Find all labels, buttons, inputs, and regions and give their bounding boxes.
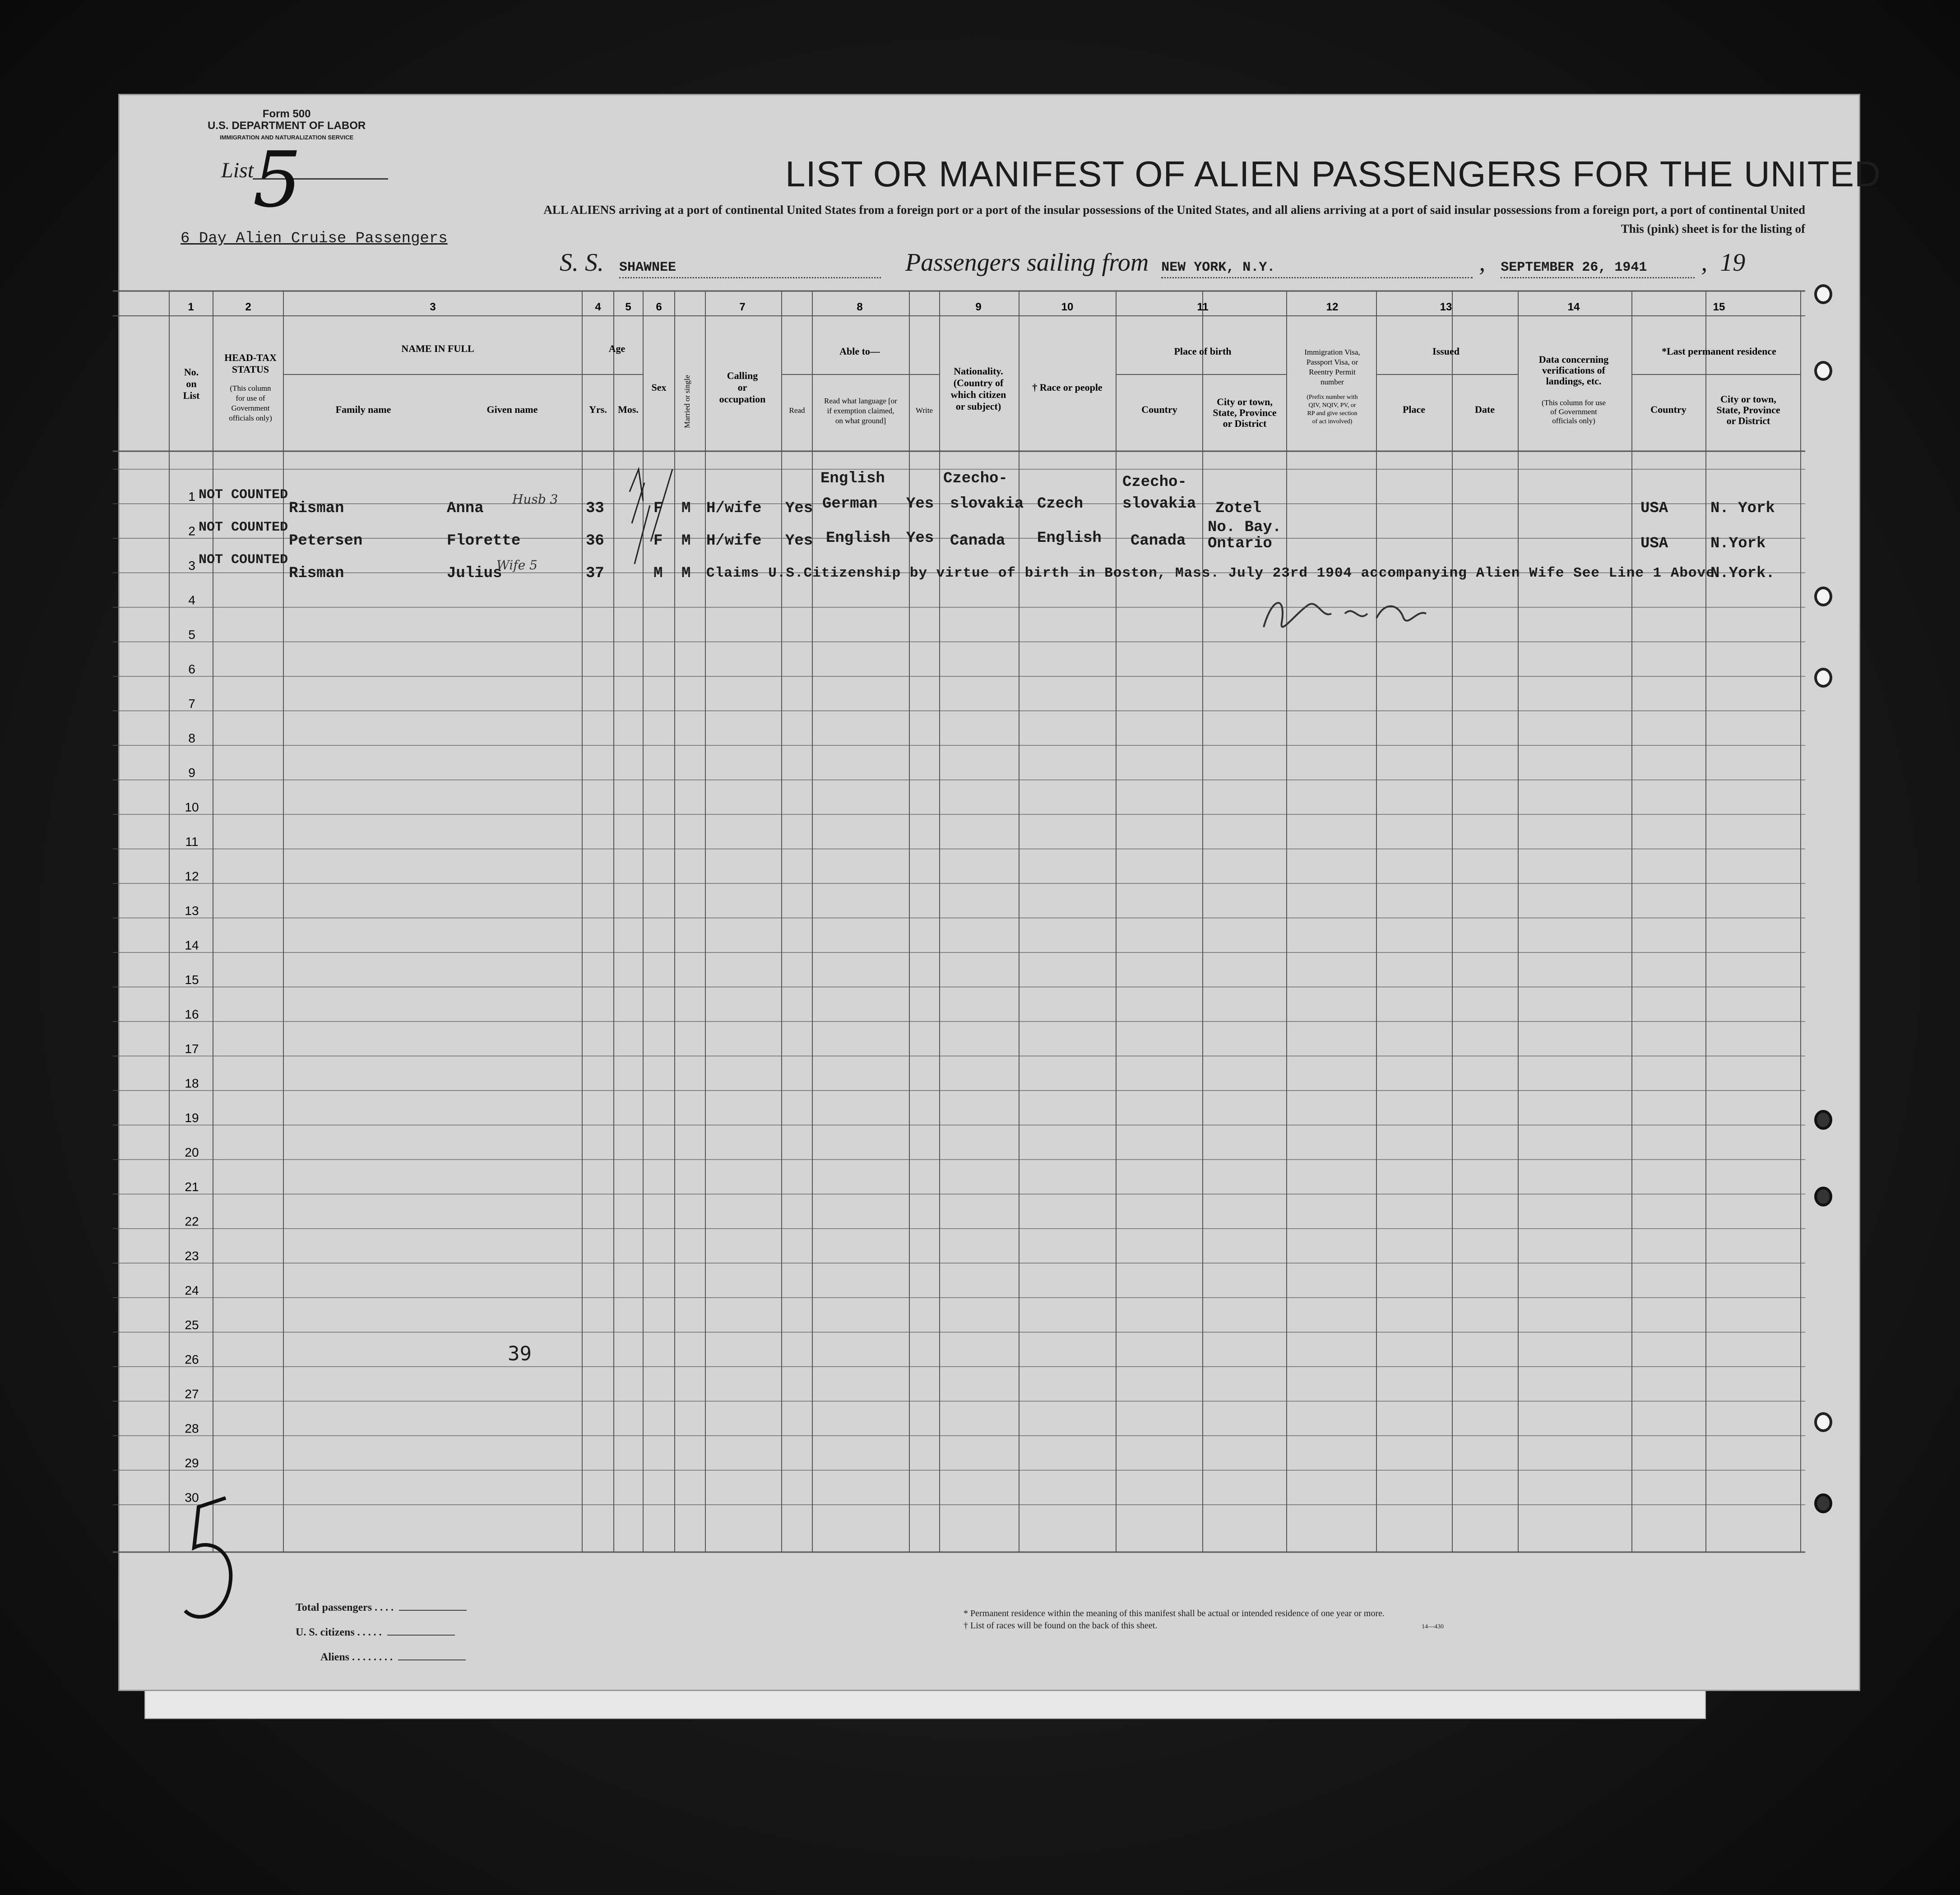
row3-res-city: N.York. <box>1710 565 1775 582</box>
check-mark <box>632 483 644 523</box>
row2-race: English <box>1037 530 1102 547</box>
hdr-res-city-3: or District <box>1726 415 1770 426</box>
row1-birth-city: Zotel <box>1215 500 1262 517</box>
form-number: Form 500 <box>262 108 311 120</box>
hdr-able-to: Able to— <box>839 346 880 357</box>
row2-given: Florette <box>447 532 521 550</box>
hdr-visa-2: Passport Visa, or <box>1306 358 1358 366</box>
ss-label: S. S. <box>560 249 604 277</box>
row3-family: Risman <box>289 565 344 582</box>
hdr-given-name: Given name <box>487 404 538 415</box>
row2-lang-1: English <box>826 530 890 547</box>
hdr-visa-1: Immigration Visa, <box>1304 348 1360 356</box>
row-number: 6 <box>188 662 195 676</box>
summary-aliens: Aliens . . . . . . . . <box>320 1651 466 1664</box>
list-number: 5 <box>253 135 302 225</box>
row-number: 21 <box>185 1180 199 1194</box>
summary-citizens-label: U. S. citizens <box>296 1627 355 1638</box>
department: U.S. DEPARTMENT OF LABOR <box>208 120 366 132</box>
column-number: 4 <box>595 301 601 313</box>
row1-occupation: H/wife <box>706 500 762 517</box>
row1-res-country: USA <box>1640 500 1668 517</box>
hdr-res-city-2: State, Province <box>1716 404 1780 416</box>
row-number: 18 <box>185 1076 199 1091</box>
hdr-res-country: Country <box>1650 404 1687 415</box>
column-number: 8 <box>857 301 863 313</box>
hdr-mos: Mos. <box>618 404 639 415</box>
hdr-calling-3: occupation <box>719 393 766 405</box>
hdr-sex: Sex <box>651 382 667 393</box>
hdr-name-in-full: NAME IN FULL <box>401 343 474 354</box>
hdr-verif-note-2: of Government <box>1550 407 1597 416</box>
row1-res-city: N. York <box>1710 500 1775 517</box>
hdr-visa-4: number <box>1321 378 1344 386</box>
row1-yrs: 33 <box>586 500 604 517</box>
sailing-label: Passengers sailing from <box>905 249 1149 277</box>
hdr-birth-country: Country <box>1141 404 1177 415</box>
check-mark <box>635 505 650 564</box>
row1-married: M <box>681 500 691 517</box>
row2-birth-city-2: Ontario <box>1208 535 1272 552</box>
row-number: 20 <box>185 1145 199 1160</box>
row1-lang-1: English <box>820 470 885 487</box>
hdr-issued-date: Date <box>1475 404 1495 415</box>
row-number: 16 <box>185 1007 199 1021</box>
hdr-nationality-1: Nationality. <box>954 365 1003 377</box>
row3-sex: M <box>653 565 663 582</box>
hdr-read: Read <box>789 406 805 415</box>
row3-status: NOT COUNTED <box>199 552 288 568</box>
row-number: 26 <box>185 1352 199 1367</box>
row-number: 14 <box>185 938 199 952</box>
row-number: 28 <box>185 1421 199 1436</box>
column-headers <box>183 343 1780 429</box>
check-marks <box>630 469 672 564</box>
row-number: 30 <box>185 1490 199 1505</box>
hdr-head-tax-note-3: Government <box>231 404 270 412</box>
hdr-head-tax-note-4: officials only) <box>229 414 272 422</box>
sailing-date: SEPTEMBER 26, 1941 <box>1501 260 1647 275</box>
hdr-calling-2: or <box>737 382 747 393</box>
hdr-nationality-2: (Country of <box>953 377 1004 388</box>
row-number: 10 <box>185 800 199 814</box>
stamp-number: 39 <box>508 1342 532 1365</box>
manifest-title: LIST OR MANIFEST OF ALIEN PASSENGERS FOR THE UNITED <box>785 154 1881 194</box>
row-number: 11 <box>185 835 199 849</box>
column-number: 9 <box>975 301 982 313</box>
row2-sex: F <box>653 532 663 550</box>
summary-total: Total passengers . . . . <box>296 1602 467 1614</box>
hdr-visa-3: Reentry Permit <box>1309 368 1356 376</box>
footnote-races: † List of races will be found on the back of this sheet. <box>964 1621 1158 1631</box>
summary-citizens: U. S. citizens . . . . . <box>296 1627 455 1639</box>
row1-birth-country-2: slovakia <box>1122 495 1196 513</box>
row2-yrs: 36 <box>586 532 604 550</box>
hdr-place-of-birth: Place of birth <box>1174 346 1232 357</box>
row-number: 24 <box>185 1283 199 1298</box>
hdr-residence: *Last permanent residence <box>1662 346 1776 357</box>
port: NEW YORK, N.Y. <box>1161 260 1275 275</box>
summary-aliens-label: Aliens <box>320 1651 350 1663</box>
row1-family: Risman <box>289 500 344 517</box>
hdr-verif-2: verifications of <box>1542 365 1605 376</box>
hdr-visa-note-4: of act involved) <box>1312 418 1353 425</box>
hdr-head-tax-note-2: for use of <box>236 394 265 402</box>
hdr-res-city-1: City or town, <box>1720 393 1776 405</box>
hdr-birth-city-1: City or town, <box>1217 396 1273 407</box>
row-number: 12 <box>185 869 199 883</box>
hdr-nationality-4: or subject) <box>955 401 1001 412</box>
hdr-head-tax-2: STATUS <box>232 364 269 375</box>
column-number: 12 <box>1326 301 1339 313</box>
hdr-no-on-list-2: on <box>186 378 197 389</box>
hdr-verif-1: Data concerning <box>1538 354 1609 365</box>
footnote-residence: * Permanent residence within the meaning of this manifest shall be actual or intended residence of one year or more. <box>964 1608 1385 1618</box>
row1-nationality-2: slovakia <box>950 495 1024 513</box>
hdr-race: † Race or people <box>1032 382 1103 393</box>
cruise-note: 6 Day Alien Cruise Passengers <box>181 230 448 247</box>
row-number: 19 <box>185 1111 199 1125</box>
hdr-verif-note-3: officials only) <box>1552 416 1595 425</box>
row1-read: Yes <box>785 500 813 517</box>
row-number: 9 <box>188 766 195 780</box>
hdr-issued-place: Place <box>1402 404 1426 415</box>
row2-birth-city-1: No. Bay. <box>1208 519 1282 536</box>
subtitle-line-1: ALL ALIENS arriving at a port of continental United States from a foreign port or a port of the insular possessions of the United States, and all aliens arriving at a port of said insular possessions from a foreign port, a port of continental United <box>543 203 1805 217</box>
hdr-head-tax-1: HEAD-TAX <box>224 352 277 363</box>
ship-name: SHAWNEE <box>619 260 677 275</box>
row2-res-city: N.York <box>1710 535 1766 552</box>
row-number: 3 <box>188 559 195 573</box>
row-number: 1 <box>188 490 195 504</box>
row3-remark: Claims U.S.Citizenship by virtue of birth in Boston, Mass. July 23rd 1904 accompanying Alien Wife See Line 1 Above <box>706 565 1715 581</box>
hdr-age: Age <box>608 343 626 354</box>
row-number: 7 <box>188 697 195 711</box>
row-number: 25 <box>185 1318 199 1332</box>
hdr-no-on-list-1: No. <box>184 366 199 378</box>
row3-yrs: 37 <box>586 565 604 582</box>
footnote-form-code: 14—430 <box>1422 1623 1444 1630</box>
column-number: 7 <box>739 301 746 313</box>
hdr-nationality-3: which citizen <box>950 389 1006 400</box>
row3-annotation: Wife 5 <box>496 558 537 573</box>
row2-married: M <box>681 532 691 550</box>
row-number: 27 <box>185 1387 199 1401</box>
hdr-read-lang-1: Read what language [or <box>824 397 897 405</box>
summary-total-label: Total passengers <box>296 1602 372 1613</box>
check-mark <box>630 469 643 501</box>
column-number: 3 <box>430 301 436 313</box>
year-label: 19 <box>1720 249 1746 277</box>
hdr-issued: Issued <box>1432 346 1460 357</box>
row-number: 22 <box>185 1214 199 1229</box>
hdr-verif-3: landings, etc. <box>1546 375 1602 387</box>
row-number: 2 <box>188 524 195 538</box>
hdr-birth-city-3: or District <box>1223 418 1267 429</box>
column-number: 10 <box>1061 301 1074 313</box>
hdr-no-on-list-3: List <box>183 390 200 401</box>
voyage-line: S. S. SHAWNEE Passengers sailing from NEW YORK, N.Y. , SEPTEMBER 26, 1941 , 19 <box>560 248 1745 278</box>
column-number: 2 <box>245 301 251 313</box>
margin-handwritten-mark <box>171 1489 244 1633</box>
subtitle-line-2: This (pink) sheet is for the listing of <box>1621 222 1805 236</box>
row-number: 17 <box>185 1042 199 1056</box>
row-number: 5 <box>188 628 195 642</box>
row2-read: Yes <box>785 532 813 550</box>
row-number: 8 <box>188 731 195 745</box>
hdr-birth-city-2: State, Province <box>1213 407 1277 418</box>
hdr-read-lang-3: on what ground] <box>835 416 886 425</box>
column-number: 1 <box>188 301 194 313</box>
hdr-head-tax-note-1: (This column <box>230 384 271 393</box>
row-number: 23 <box>185 1249 199 1263</box>
row-number: 15 <box>185 973 199 987</box>
handwritten-signature <box>1255 587 1444 650</box>
hdr-read-lang-2: if exemption claimed, <box>827 407 894 415</box>
row2-write: Yes <box>906 530 934 547</box>
hdr-married: Married or single <box>683 374 691 429</box>
row1-lang-2: German <box>822 495 878 513</box>
row-number: 4 <box>188 593 195 607</box>
row2-occupation: H/wife <box>706 532 762 550</box>
column-number: 13 <box>1440 301 1452 313</box>
row2-birth-country: Canada <box>1131 532 1186 550</box>
row1-status: NOT COUNTED <box>199 487 288 503</box>
row1-nationality-1: Czecho- <box>943 470 1008 487</box>
column-number: 15 <box>1713 301 1725 313</box>
row1-sex: F <box>653 500 663 517</box>
list-label: List <box>221 158 254 182</box>
hdr-visa-note-1: (Prefix number with <box>1307 394 1358 401</box>
column-number: 14 <box>1567 301 1580 313</box>
row1-birth-country-1: Czecho- <box>1122 474 1187 491</box>
row1-annotation: Husb 3 <box>512 492 558 507</box>
column-number: 5 <box>625 301 631 313</box>
row-number: 29 <box>185 1456 199 1470</box>
row2-family: Petersen <box>289 532 363 550</box>
row2-nationality: Canada <box>950 532 1005 550</box>
service: IMMIGRATION AND NATURALIZATION SERVICE <box>220 134 354 141</box>
column-numbers <box>188 301 1725 313</box>
hdr-family-name: Family name <box>335 404 391 415</box>
row1-write: Yes <box>906 495 934 513</box>
hdr-verif-note-1: (This column for use <box>1541 398 1606 407</box>
row-number: 13 <box>185 904 199 918</box>
hdr-visa-note-3: RP and give section <box>1307 410 1358 417</box>
row2-status: NOT COUNTED <box>199 520 288 535</box>
hdr-calling-1: Calling <box>727 370 758 381</box>
row3-given: Julius <box>447 565 502 582</box>
hdr-visa-note-2: QIV, NQIV, PV, or <box>1308 402 1356 409</box>
column-number: 6 <box>656 301 662 313</box>
row3-married: M <box>681 565 691 582</box>
row1-given: Anna <box>447 500 484 517</box>
hdr-yrs: Yrs. <box>589 404 607 415</box>
row1-race: Czech <box>1037 495 1084 513</box>
row2-res-country: USA <box>1640 535 1668 552</box>
hdr-write: Write <box>915 406 933 415</box>
column-number: 11 <box>1197 301 1209 313</box>
